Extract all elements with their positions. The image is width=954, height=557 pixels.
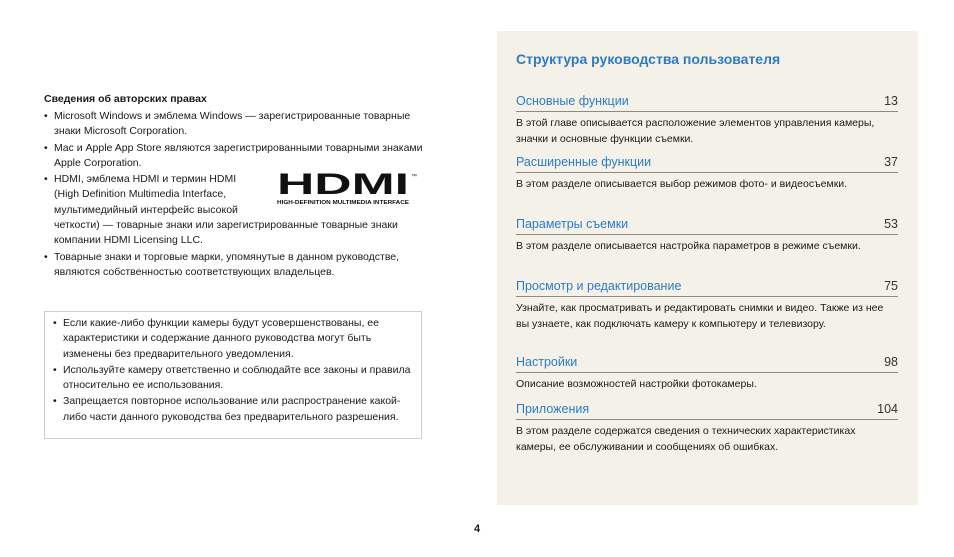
- copyright-item: • Microsoft Windows и эмблема Windows — зарегистрированные товарные знаки Microsoft Corporation.: [44, 109, 429, 140]
- hdmi-logo-subtitle: HIGH-DEFINITION MULTIMEDIA INTERFACE: [277, 200, 410, 207]
- toc-description: В этой главе описывается расположение элементов управления камеры, значки и основные функции съемки.: [516, 117, 875, 145]
- notice-item: • Если какие-либо функции камеры будут усовершенствованы, ее характеристики и содержание данного руководства могут быть изменены без предварительного уведомления.: [53, 316, 413, 362]
- toc-page-number[interactable]: 75: [884, 279, 898, 293]
- toc-section[interactable]: [516, 279, 898, 332]
- toc-link[interactable]: Просмотр и редактирование: [516, 279, 682, 293]
- toc-section[interactable]: [516, 217, 898, 255]
- toc-description: В этом разделе содержатся сведения о технических характеристиках камеры, ее обслуживании и сообщениях об ошибках.: [516, 425, 856, 453]
- toc-link[interactable]: Приложения: [516, 402, 590, 416]
- toc-header[interactable]: [516, 94, 898, 112]
- hdmi-line: мультимедийный интерфейс высокой: [54, 203, 238, 216]
- notice-item: • Запрещается повторное использование или распространение какой-либо части данного руководства без предварительного разрешения.: [53, 394, 413, 425]
- toc-section[interactable]: [516, 94, 898, 147]
- toc-header[interactable]: [516, 402, 898, 420]
- hdmi-logo: [277, 170, 423, 208]
- toc-section[interactable]: [516, 155, 898, 193]
- toc-description: В этом разделе описывается настройка параметров в режиме съемки.: [516, 240, 861, 252]
- toc-page-number[interactable]: 104: [877, 402, 898, 416]
- toc-link[interactable]: Расширенные функции: [516, 155, 652, 169]
- toc-page-number[interactable]: 53: [884, 217, 898, 231]
- toc-page-number[interactable]: 98: [884, 355, 898, 369]
- toc-description: Описание возможностей настройки фотокамеры.: [516, 378, 757, 390]
- toc-header[interactable]: [516, 217, 898, 235]
- notice-box: [44, 311, 422, 439]
- copyright-item: • Товарные знаки и торговые марки, упомянутые в данном руководстве, являются собственностью соответствующих владельцев.: [44, 250, 429, 281]
- toc-section[interactable]: [516, 402, 898, 455]
- toc-page-number[interactable]: 37: [884, 155, 898, 169]
- hdmi-line: четкости) — товарные знаки или зарегистрированные товарные знаки: [54, 219, 398, 232]
- notice-item: • Используйте камеру ответственно и соблюдайте все законы и правила относительно ее использования.: [53, 363, 413, 394]
- structure-panel: [497, 31, 918, 505]
- hdmi-logo-tm: ™: [411, 174, 417, 181]
- toc-header[interactable]: [516, 355, 898, 373]
- toc-section[interactable]: [516, 355, 898, 393]
- hdmi-line: • HDMI, эмблема HDMI и термин HDMI: [54, 173, 237, 186]
- toc-link[interactable]: Настройки: [516, 355, 578, 369]
- structure-title: Структура руководства пользователя: [516, 51, 781, 67]
- toc-header[interactable]: [516, 155, 898, 173]
- page-number: 4: [473, 523, 481, 535]
- copyright-item: • Mac и Apple App Store являются зарегистрированными товарными знаками Apple Corporation.: [44, 141, 429, 172]
- toc-page-number[interactable]: 13: [884, 94, 898, 108]
- toc-link[interactable]: Основные функции: [516, 94, 629, 108]
- copyright-item-hdmi: [44, 172, 429, 248]
- toc-header[interactable]: [516, 279, 898, 297]
- toc-description: Узнайте, как просматривать и редактировать снимки и видео. Также из нее вы узнаете, как подключать камеру к компьютеру и телевизору.: [516, 302, 884, 330]
- toc-link[interactable]: Параметры съемки: [516, 217, 629, 231]
- copyright-section: [44, 93, 429, 281]
- hdmi-line: (High Definition Multimedia Interface,: [54, 188, 227, 201]
- toc-description: В этом разделе описывается выбор режимов фото- и видеосъемки.: [516, 178, 848, 190]
- copyright-title: Сведения об авторских правах: [44, 93, 207, 105]
- hdmi-logo-text: HDMI: [277, 170, 409, 202]
- hdmi-line: компании HDMI Licensing LLC.: [54, 234, 203, 247]
